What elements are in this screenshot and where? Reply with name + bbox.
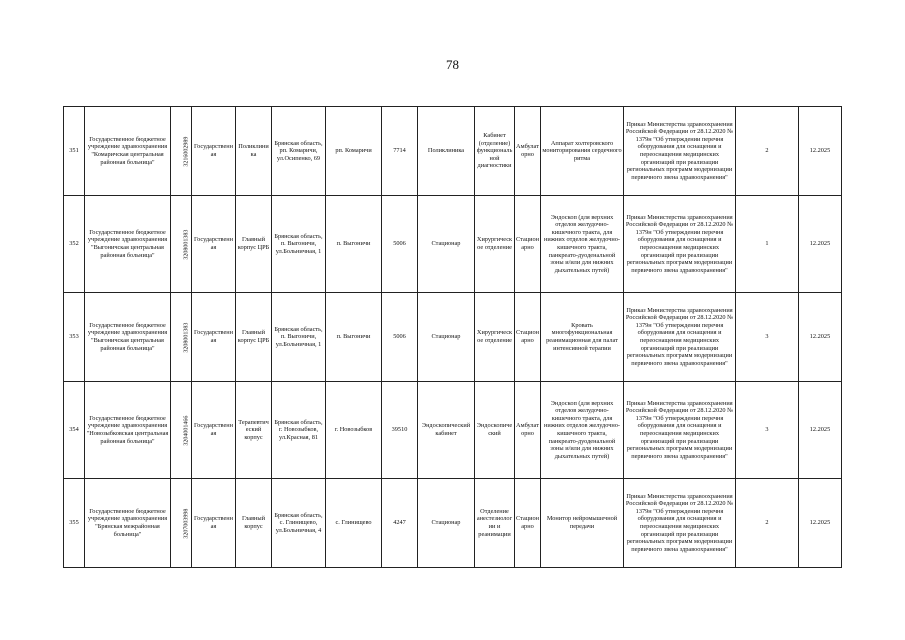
cell-address: Брянская область, с. Глинищево, ул.Больничная, 4 [272, 479, 326, 568]
cell-facility: Стационар [418, 196, 475, 293]
cell-org: Государственное бюджетное учреждение здравоохранения "Новозыбковская центральная районная больница" [85, 382, 171, 479]
cell-ownership: Государственная [192, 196, 236, 293]
cell-org: Государственное бюджетное учреждение здравоохранения "Комаричская центральная районная больница" [85, 107, 171, 196]
cell-qty: 2 [736, 479, 799, 568]
cell-code [171, 107, 192, 196]
cell-org: Государственное бюджетное учреждение здравоохранения "Выгоничская центральная районная больница" [85, 293, 171, 382]
cell-building: Главный корпус [236, 479, 272, 568]
cell-basis: Приказ Министерства здравоохранения Российской Федерации от 28.12.2020 № 1379н "Об утверждении перечня оборудования для оснащения и переоснащения медицинских организаций при реализации региональных программ модернизации первичного звена здравоохранения" [624, 196, 736, 293]
cell-locality: с. Глинищево [326, 479, 382, 568]
cell-date: 12.2025 [799, 107, 842, 196]
cell-qty: 3 [736, 293, 799, 382]
cell-department: Отделение анестезиологии и реанимации [475, 479, 515, 568]
cell-mode: Стационарно [515, 293, 541, 382]
cell-date: 12.2025 [799, 479, 842, 568]
cell-address: Брянская область, п. Выгоничи, ул.Больничная, 1 [272, 196, 326, 293]
cell-equipment: Кровать многофункциональная реанимационная для палат интенсивной терапии [541, 293, 624, 382]
cell-num: 352 [64, 196, 85, 293]
cell-locality: п. Выгоничи [326, 196, 382, 293]
cell-ownership: Государственная [192, 107, 236, 196]
cell-facility: Поликлиника [418, 107, 475, 196]
cell-org: Государственное бюджетное учреждение здравоохранения "Выгоничская центральная районная больница" [85, 196, 171, 293]
cell-address: Брянская область, п. Выгоничи, ул.Больничная, 1 [272, 293, 326, 382]
table-row [64, 479, 842, 568]
table-row [64, 196, 842, 293]
cell-population: 5006 [382, 196, 418, 293]
cell-mode: Амбулаторно [515, 382, 541, 479]
cell-address: Брянская область, рп. Комаричи, ул.Осипенко, 69 [272, 107, 326, 196]
cell-population: 4247 [382, 479, 418, 568]
cell-population: 7714 [382, 107, 418, 196]
cell-population: 5006 [382, 293, 418, 382]
cell-code-text: 3204001466 [183, 415, 190, 446]
cell-population: 39510 [382, 382, 418, 479]
cell-equipment: Аппарат холтеровского мониторирования сердечного ритма [541, 107, 624, 196]
cell-code [171, 479, 192, 568]
cell-code-text: 3208001383 [183, 322, 190, 353]
cell-num: 353 [64, 293, 85, 382]
cell-mode: Стационарно [515, 196, 541, 293]
cell-mode: Амбулаторно [515, 107, 541, 196]
table-row [64, 107, 842, 196]
cell-department: Кабинет (отделение) функциональной диагностики [475, 107, 515, 196]
cell-code-text: 3216002989 [183, 136, 190, 167]
cell-department: Хирургическое отделение [475, 293, 515, 382]
cell-facility: Эндоскопический кабинет [418, 382, 475, 479]
cell-department: Хирургическое отделение [475, 196, 515, 293]
cell-locality: п. Выгоничи [326, 293, 382, 382]
cell-locality: г. Новозыбков [326, 382, 382, 479]
cell-date: 12.2025 [799, 293, 842, 382]
cell-department: Эндоскопический [475, 382, 515, 479]
cell-num: 351 [64, 107, 85, 196]
cell-date: 12.2025 [799, 196, 842, 293]
cell-code [171, 293, 192, 382]
table-body [64, 107, 842, 568]
cell-basis: Приказ Министерства здравоохранения Российской Федерации от 28.12.2020 № 1379н "Об утверждении перечня оборудования для оснащения и переоснащения медицинских организаций при реализации региональных программ модернизации первичного звена здравоохранения" [624, 479, 736, 568]
cell-basis: Приказ Министерства здравоохранения Российской Федерации от 28.12.2020 № 1379н "Об утверждении перечня оборудования для оснащения и переоснащения медицинских организаций при реализации региональных программ модернизации первичного звена здравоохранения" [624, 107, 736, 196]
cell-address: Брянская область, г. Новозыбков, ул.Красная, 81 [272, 382, 326, 479]
cell-building: Главный корпус ЦРБ [236, 293, 272, 382]
table-row [64, 382, 842, 479]
cell-qty: 2 [736, 107, 799, 196]
cell-code-text: 3208001383 [183, 229, 190, 260]
equipment-table [63, 106, 842, 568]
table-row [64, 293, 842, 382]
cell-equipment: Эндоскоп (для верхних отделов желудочно-кишечного тракта, для нижних отделов желудочно-кишечного тракта, панкреато-дуоденальной зоны и/или для нижних дыхательных путей) [541, 196, 624, 293]
cell-code [171, 196, 192, 293]
cell-org: Государственное бюджетное учреждение здравоохранения "Брянская межрайонная больница" [85, 479, 171, 568]
cell-mode: Стационарно [515, 479, 541, 568]
cell-building: Главный корпус ЦРБ [236, 196, 272, 293]
cell-facility: Стационар [418, 479, 475, 568]
cell-qty: 1 [736, 196, 799, 293]
cell-date: 12.2025 [799, 382, 842, 479]
cell-qty: 3 [736, 382, 799, 479]
cell-code [171, 382, 192, 479]
cell-basis: Приказ Министерства здравоохранения Российской Федерации от 28.12.2020 № 1379н "Об утверждении перечня оборудования для оснащения и переоснащения медицинских организаций при реализации региональных программ модернизации первичного звена здравоохранения" [624, 382, 736, 479]
cell-code-text: 3207003998 [183, 508, 190, 539]
cell-num: 354 [64, 382, 85, 479]
cell-basis: Приказ Министерства здравоохранения Российской Федерации от 28.12.2020 № 1379н "Об утверждении перечня оборудования для оснащения и переоснащения медицинских организаций при реализации региональных программ модернизации первичного звена здравоохранения" [624, 293, 736, 382]
cell-locality: рп. Комаричи [326, 107, 382, 196]
cell-equipment: Эндоскоп (для верхних отделов желудочно-кишечного тракта, для нижних отделов желудочно-кишечного тракта, панкреато-дуоденальной зоны и/или для нижних дыхательных путей) [541, 382, 624, 479]
page-number: 78 [446, 57, 459, 72]
cell-building: Поликлиника [236, 107, 272, 196]
cell-ownership: Государственная [192, 382, 236, 479]
cell-ownership: Государственная [192, 479, 236, 568]
cell-building: Терапевтический корпус [236, 382, 272, 479]
cell-equipment: Монитор нейромышечной передачи [541, 479, 624, 568]
cell-facility: Стационар [418, 293, 475, 382]
cell-ownership: Государственная [192, 293, 236, 382]
cell-num: 355 [64, 479, 85, 568]
